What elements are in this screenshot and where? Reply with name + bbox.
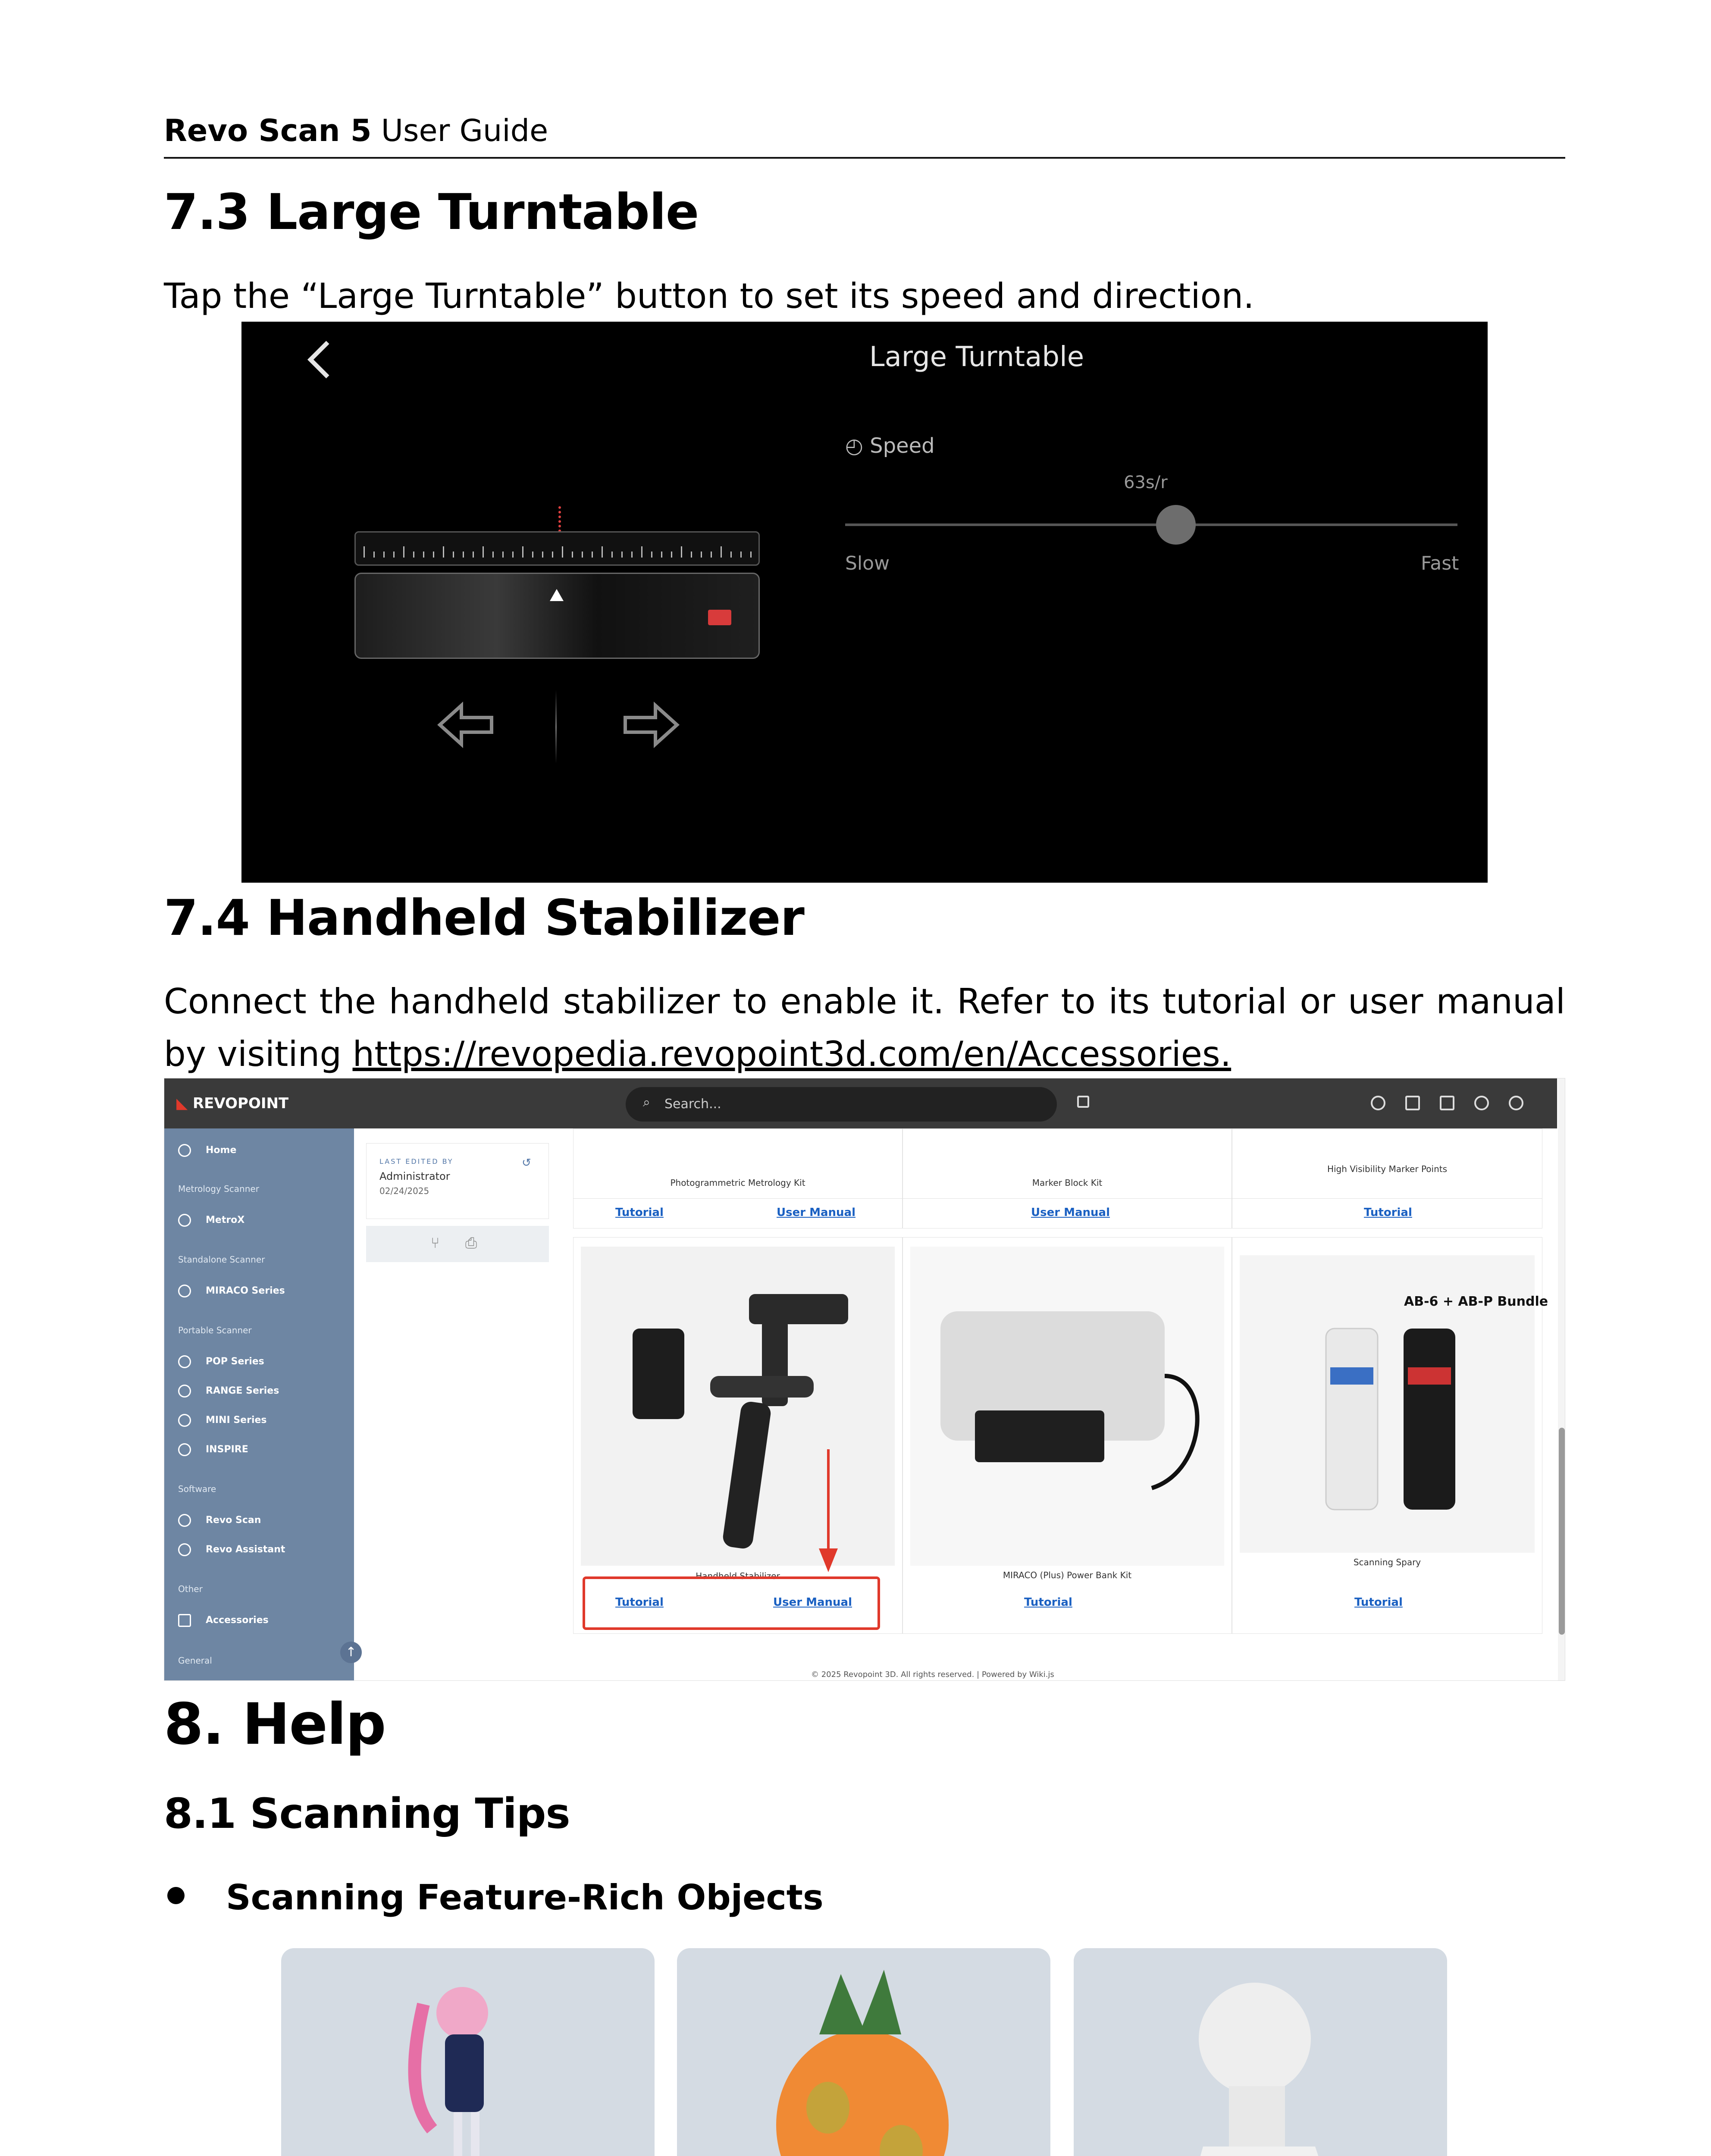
sidebar-group-label: Metrology Scanner	[178, 1184, 259, 1194]
sidebar-item-inspire[interactable]	[178, 1443, 248, 1456]
ruler-tick	[542, 552, 543, 558]
bundle-title: AB-6 + AB-P Bundle	[1404, 1294, 1548, 1309]
power-bank-icon	[910, 1247, 1224, 1566]
user-manual-link[interactable]: User Manual	[777, 1206, 856, 1219]
product-caption: Scanning Spary	[1353, 1557, 1421, 1567]
ruler-tick	[473, 552, 474, 558]
ruler-tick	[373, 552, 375, 558]
ruler-tick	[453, 552, 454, 558]
site-footer: © 2025 Revopoint 3D. All rights reserved. | Powered by Wiki.js	[811, 1670, 1054, 1679]
print-icon[interactable]: ⎙	[465, 1235, 477, 1252]
sidebar-item-range[interactable]	[178, 1385, 279, 1398]
top-bar	[164, 1078, 1557, 1128]
ruler-tick	[364, 546, 365, 558]
ruler-tick	[552, 552, 553, 558]
metrox-icon	[178, 1214, 191, 1227]
product-caption: Photogrammetric Metrology Kit	[670, 1178, 805, 1188]
search-placeholder: Search...	[664, 1097, 721, 1112]
sidebar-item-label: Revo Assistant	[206, 1544, 285, 1555]
fast-label: Fast	[1421, 552, 1459, 574]
product-caption: Marker Block Kit	[1032, 1178, 1103, 1188]
revo-scan-icon	[178, 1514, 191, 1527]
power-bank-kit-image	[910, 1247, 1224, 1566]
ruler-tick	[393, 552, 395, 558]
ruler-tick	[383, 552, 385, 558]
last-edited-card	[366, 1143, 549, 1219]
miraco-icon	[178, 1285, 191, 1297]
ruler-tick	[730, 552, 732, 558]
range-icon	[178, 1385, 191, 1398]
share-icon[interactable]: ⑂	[431, 1235, 440, 1252]
body-prefix: by visiting	[164, 1034, 353, 1074]
sidebar-item-label: MINI Series	[206, 1415, 267, 1426]
figurine-icon	[281, 1948, 655, 2156]
ruler-tick	[522, 546, 523, 558]
speed-icon: ◴	[845, 434, 863, 458]
section-7-4-body-line1: Connect the handheld stabilizer to enable it. Refer to its tutorial or user manual	[164, 981, 1565, 1022]
sidebar-group-label: Standalone Scanner	[178, 1254, 265, 1265]
ruler-tick	[701, 552, 702, 558]
tutorial-link[interactable]: Tutorial	[1024, 1596, 1072, 1609]
ruler-tick	[681, 546, 682, 558]
sidebar-item-revo-scan[interactable]	[178, 1514, 261, 1527]
ruler-tick	[611, 552, 613, 558]
sidebar-group-label: General	[178, 1655, 212, 1666]
search-input[interactable]	[626, 1087, 1057, 1122]
product-caption: High Visibility Marker Points	[1327, 1164, 1448, 1174]
ruler-tick	[651, 552, 652, 558]
brand-name: REVOPOINT	[193, 1095, 289, 1112]
home-icon	[178, 1144, 191, 1157]
stabilizer-icon	[581, 1247, 895, 1566]
tutorial-link[interactable]: Tutorial	[1364, 1206, 1412, 1219]
accessories-link[interactable]: https://revopedia.revopoint3d.com/en/Accessories.	[352, 1034, 1232, 1074]
ruler-tick	[691, 552, 692, 558]
sidebar-item-pop[interactable]	[178, 1355, 264, 1368]
user-manual-link[interactable]: User Manual	[1031, 1206, 1110, 1219]
sidebar-item-label: MIRACO Series	[206, 1285, 285, 1296]
ruler-tick	[721, 546, 722, 558]
bust-icon	[1074, 1948, 1447, 2156]
section-7-3-body: Tap the “Large Turntable” button to set its speed and direction.	[164, 276, 1254, 316]
sidebar-item-label: POP Series	[206, 1356, 264, 1367]
user-manual-link[interactable]: User Manual	[773, 1596, 852, 1609]
ruler-tick	[423, 552, 424, 558]
product-caption: MIRACO (Plus) Power Bank Kit	[1003, 1570, 1132, 1580]
pineapple-photo	[677, 1948, 1050, 2156]
history-icon[interactable]: ↺	[522, 1156, 531, 1169]
sidebar-item-label: MetroX	[206, 1215, 245, 1225]
scroll-top-button[interactable]: ↑	[340, 1642, 362, 1663]
ruler-tick	[512, 552, 514, 558]
account-icon[interactable]	[1509, 1096, 1523, 1110]
speed-value: 63s/r	[1124, 473, 1168, 492]
ruler-tick	[463, 552, 464, 558]
dial-pointer-icon	[550, 589, 564, 601]
revo-assistant-icon	[178, 1543, 191, 1556]
rotate-right-icon[interactable]	[617, 701, 686, 749]
rotation-dial[interactable]	[354, 573, 760, 659]
bust-photo	[1074, 1948, 1447, 2156]
ruler-tick	[443, 546, 444, 558]
accessories-icon	[178, 1614, 191, 1627]
sidebar-item-miraco[interactable]	[178, 1285, 285, 1297]
header-product: Revo Scan 5	[164, 113, 372, 148]
rotate-left-icon[interactable]	[431, 701, 500, 749]
section-7-3-title: 7.3 Large Turntable	[164, 183, 699, 241]
tutorial-link[interactable]: Tutorial	[1354, 1596, 1403, 1609]
scrollbar-thumb[interactable]	[1559, 1428, 1565, 1635]
product-caption: Handheld Stabilizer	[696, 1571, 780, 1581]
red-arrow-icon	[815, 1449, 841, 1574]
globe-icon[interactable]	[1371, 1096, 1385, 1110]
ruler-tick	[641, 546, 642, 558]
pineapple-icon	[677, 1948, 1050, 2156]
sidebar-group-label: Portable Scanner	[178, 1325, 252, 1335]
inspire-icon	[178, 1443, 191, 1456]
brand-logo[interactable]	[176, 1095, 288, 1112]
pop-icon	[178, 1355, 191, 1368]
pages-icon[interactable]	[1440, 1096, 1454, 1110]
sidebar-item-label: Home	[206, 1145, 237, 1156]
turntable-title: Large Turntable	[869, 341, 1084, 373]
section-7-4-body-line2	[164, 1028, 1565, 1081]
section-8-1-title: 8.1 Scanning Tips	[164, 1789, 570, 1838]
ruler-tick	[502, 552, 504, 558]
sidebar-item-home[interactable]	[178, 1144, 236, 1157]
sidebar-item-label: Accessories	[206, 1615, 269, 1626]
section-8-title: 8. Help	[164, 1691, 385, 1758]
mini-icon	[178, 1414, 191, 1427]
new-page-icon[interactable]	[1405, 1096, 1420, 1110]
tutorial-link[interactable]: Tutorial	[615, 1596, 664, 1609]
header-doc: User Guide	[381, 113, 548, 148]
bullet-text: Scanning Feature-Rich Objects	[226, 1877, 824, 1918]
sidebar-group-label: Software	[178, 1484, 216, 1494]
sidebar-item-mini[interactable]	[178, 1414, 267, 1427]
ruler-tick	[413, 552, 414, 558]
last-edited-label: LAST EDITED BY	[379, 1157, 454, 1166]
ruler-tick	[750, 552, 752, 558]
rotation-ruler	[354, 531, 760, 566]
ruler-tick	[711, 552, 712, 558]
ruler-tick	[740, 552, 742, 558]
ruler-tick	[572, 552, 573, 558]
speed-slider-track[interactable]	[845, 523, 1457, 526]
bullet-icon	[167, 1887, 185, 1904]
search-icon: ⌕	[643, 1095, 650, 1110]
ruler-tick	[602, 546, 603, 558]
direction-marker	[558, 506, 561, 532]
sidebar	[164, 1128, 357, 1681]
gear-icon[interactable]	[1474, 1096, 1489, 1110]
ruler-tick	[661, 552, 662, 558]
logo-icon: ◣	[176, 1095, 188, 1112]
sidebar-item-revo-assistant[interactable]	[178, 1543, 285, 1556]
highlight-box	[583, 1576, 880, 1630]
sidebar-group-label: Other	[178, 1584, 203, 1594]
ruler-tick	[532, 552, 533, 558]
ruler-tick	[631, 552, 633, 558]
slow-label: Slow	[845, 552, 890, 574]
ruler-tick	[582, 552, 583, 558]
last-edited-date: 02/24/2025	[379, 1186, 429, 1196]
handheld-stabilizer-image	[581, 1247, 895, 1566]
speed-label: Speed	[870, 434, 935, 458]
section-7-4-title: 7.4 Handheld Stabilizer	[164, 889, 804, 946]
ruler-tick	[433, 552, 434, 558]
share-bar	[366, 1226, 549, 1262]
ruler-tick	[483, 546, 484, 558]
last-edited-user: Administrator	[379, 1170, 450, 1182]
sidebar-item-label: Revo Scan	[206, 1515, 261, 1526]
tutorial-link[interactable]: Tutorial	[615, 1206, 664, 1219]
sidebar-item-label: INSPIRE	[206, 1444, 248, 1455]
revopedia-screenshot	[164, 1078, 1565, 1681]
ruler-tick	[492, 552, 494, 558]
sidebar-item-metrox[interactable]	[178, 1214, 244, 1227]
stop-button[interactable]	[708, 610, 731, 625]
tag-icon[interactable]	[1077, 1096, 1089, 1108]
sidebar-item-accessories[interactable]	[178, 1614, 269, 1627]
speed-label-row	[845, 434, 935, 458]
ruler-tick	[403, 546, 404, 558]
ruler-tick	[562, 546, 563, 558]
turntable-screenshot	[241, 322, 1488, 883]
page-header	[164, 113, 1565, 159]
direction-divider	[555, 690, 557, 764]
speed-slider-knob[interactable]	[1156, 505, 1196, 545]
figurine-photo	[281, 1948, 655, 2156]
ruler-tick	[592, 552, 593, 558]
ruler-tick	[671, 552, 672, 558]
sidebar-item-label: RANGE Series	[206, 1385, 279, 1396]
ruler-tick	[621, 552, 623, 558]
